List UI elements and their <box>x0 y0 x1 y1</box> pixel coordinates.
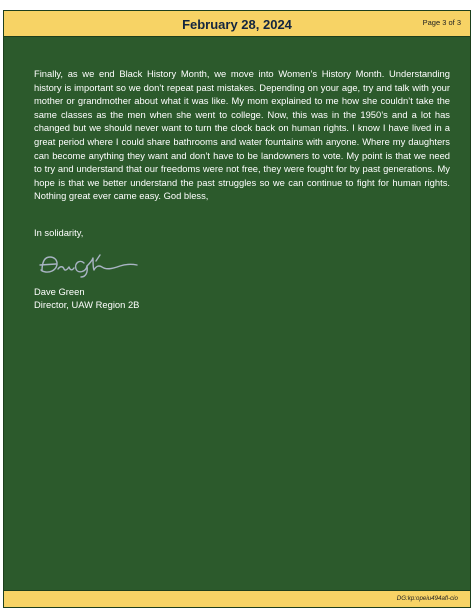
letter-content <box>34 67 450 312</box>
header-band <box>4 11 470 37</box>
letter-body: Finally, as we end Black History Month, we move into Women’s History Month. Understanding history is important so we don’t repeat past mistakes. Depending on your age, try and talk with your mother or grandmother about what it was like. My mom explained to me how she couldn’t take the same classes as the men when she went to college. Now, this was in the 1950’s and a lot has changed but we should never want to turn the clock back on human rights. I know I have lived in a great period where I could share bathrooms and water fountains with anyone. Where my daughters can become anything they want and don’t have to be landowners to vote. My point is that we need to try and understand that our freedoms were not free, they were fought for by past generations. My hope is that we better understand the past struggles so we can continue to fight for human rights. Nothing great ever came easy. God bless, <box>34 68 450 202</box>
signer-name: Dave Green <box>34 285 85 297</box>
letter-date: February 28, 2024 <box>182 17 292 32</box>
signer-title: Director, UAW Region 2B <box>34 299 140 311</box>
letter-page <box>3 10 471 608</box>
union-tag: DG:kp:opeiu494afl-cio <box>396 595 458 602</box>
signer-block <box>34 285 450 312</box>
letter-closing: In solidarity, <box>34 226 84 238</box>
signature-icon <box>36 249 140 279</box>
footer-band <box>4 590 470 607</box>
page-number: Page 3 of 3 <box>422 18 461 27</box>
